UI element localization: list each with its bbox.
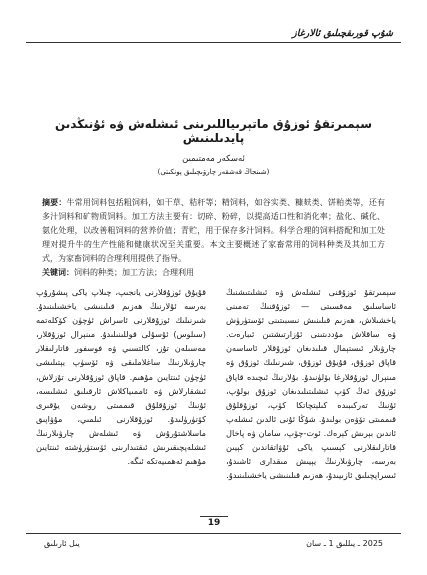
header-rule bbox=[26, 42, 401, 43]
article-title: سېمىرتقۇ ئوزۇق ماتېرىياللىرىنى ئىشلەش ۋە ئۇنىڭدىن پايدىلىنىش bbox=[54, 117, 372, 145]
keywords-text: 饲料的种类；加工方法；合理利用 bbox=[74, 268, 194, 277]
body-paragraph-right: سېمىرتقۇ ئوزۇقنى ئىشلەش ۋە ئىشلىتىشنىڭ ئاساسلىق مەقسىتى — ئوزۇقنىڭ تەمىنى ياخشىلاش، ھەزىم قىلىنىش نىسبىتىنى ئۆستۈرۈش ۋە ساقلاش مۇددىتىنى ئۇزارتىشتىن ئىبارەت. چارۋىلار ئىستېمال قىلىدىغان ئوزۇقلار ئاساسەن قاپاق ئوزۇق، قۇيۇق ئوزۇق، شىرنىلىك ئوزۇق ۋە مىنېرال ئوزۇقلارغا بۆلۈنىدۇ. بۇلارنىڭ ئىچىدە قاپاق ئوزۇق ئەڭ كۆپ ئىشلىتىلىدىغان ئوزۇق بولۇپ، ئۇنىڭ تەركىبىدە كىلېتچاتكا كۆپ، ئوزۇقلۇق قىممىتى تۆۋەن بولىدۇ. شۇڭا ئۇنى ئالدىن ئىشلەپ ئاندىن بېرىش كېرەك. ئوت-چۆپ، سامان ۋە پاخال قاتارلىقلارنى كېسىپ ياكى ئۇۋاتقاندىن كېيىن بەرسە، چارۋىلارنىڭ يېيىش مىقدارى ئاشىدۇ، ئىسراپچىلىق ئازىيىدۇ، ھەزىم قىلىنىشى ياخشىلىنىدۇ. bbox=[226, 287, 396, 481]
footer-issue: 2025 ـ يىللىق 1 ـ سان bbox=[306, 539, 383, 548]
body-column-right bbox=[226, 285, 396, 482]
footer-rule bbox=[26, 533, 401, 534]
abstract-text: 牛常用饲料包括粗饲料，如干草、秸秆等；精饲料，如谷实类、糠麸类、饼粕类等，还有多汁饲料和矿物质饲料。加工方法主要有：切碎、粉碎，以提高适口性和消化率；盐化、碱化、氨化处理，以改善粗饲料的营养价值；青贮，用于保存多汁饲料。科学合理的饲料搭配和加工处理对提升牛的生产性能和健康状况至关重要。本文主要概述了家畜常用的饲料种类及其加工方式，为家畜饲料的合理利用提供了指导。 bbox=[42, 198, 385, 263]
footer-year-label: يىل ئارىلىق bbox=[44, 539, 80, 548]
journal-header-title: شۇپ قورىقچىلىق ئالارغاز bbox=[292, 28, 393, 39]
article-author: ئەسكەر مەمتىمىن bbox=[182, 154, 245, 164]
page-number: 19 bbox=[207, 518, 221, 528]
abstract-label: 摘要： bbox=[42, 198, 67, 207]
abstract bbox=[42, 196, 385, 266]
keywords bbox=[42, 267, 385, 278]
article-affiliation: (شىنجاڭ قەشقەر چارۋىچىلىق پونكىتى) bbox=[157, 168, 270, 176]
body-column-left bbox=[36, 285, 206, 468]
keywords-label: 关键词： bbox=[42, 268, 74, 277]
body-paragraph-left: قۇيۇق ئوزۇقلارنى يانجىپ، چىلاپ ياكى پىشۇرۇپ بەرسە ئۇلارنىڭ ھەزىم قىلىنىشى ياخشىلىنىدۇ. شىرنىلىك ئوزۇقلارنى ئاسراش ئۈچۈن كۆكلەتمە (سىلوس) ئۇسۇلى قوللىنىلىدۇ. مىنېرال ئوزۇقلار، مەسىلەن تۇز، كالتسىي ۋە فوسفور قاتارلىقلار چارۋىلارنىڭ ساغلاملىقى ۋە ئۆسۈپ يېتىلىشى ئۈچۈن ئىنتايىن مۇھىم. قاپاق ئوزۇقلارنى تۇزلاش، ئىشقارلاش ۋە ئاممىياكلاش ئارقىلىق ئىشلىسە، ئۇنىڭ ئوزۇقلۇق قىممىتى روشەن يۇقىرى كۆتۈرۈلىدۇ. ئوزۇقلارنى ئىلمىي، مۇۋاپىق ماسلاشتۇرۇش ۋە ئىشلەش چارۋىلارنىڭ ئىشلەپچىقىرىش ئىقتىدارىنى ئۆستۈرۈشتە ئىنتايىن مۇھىم ئەھمىيەتكە ئىگە. bbox=[36, 287, 206, 467]
